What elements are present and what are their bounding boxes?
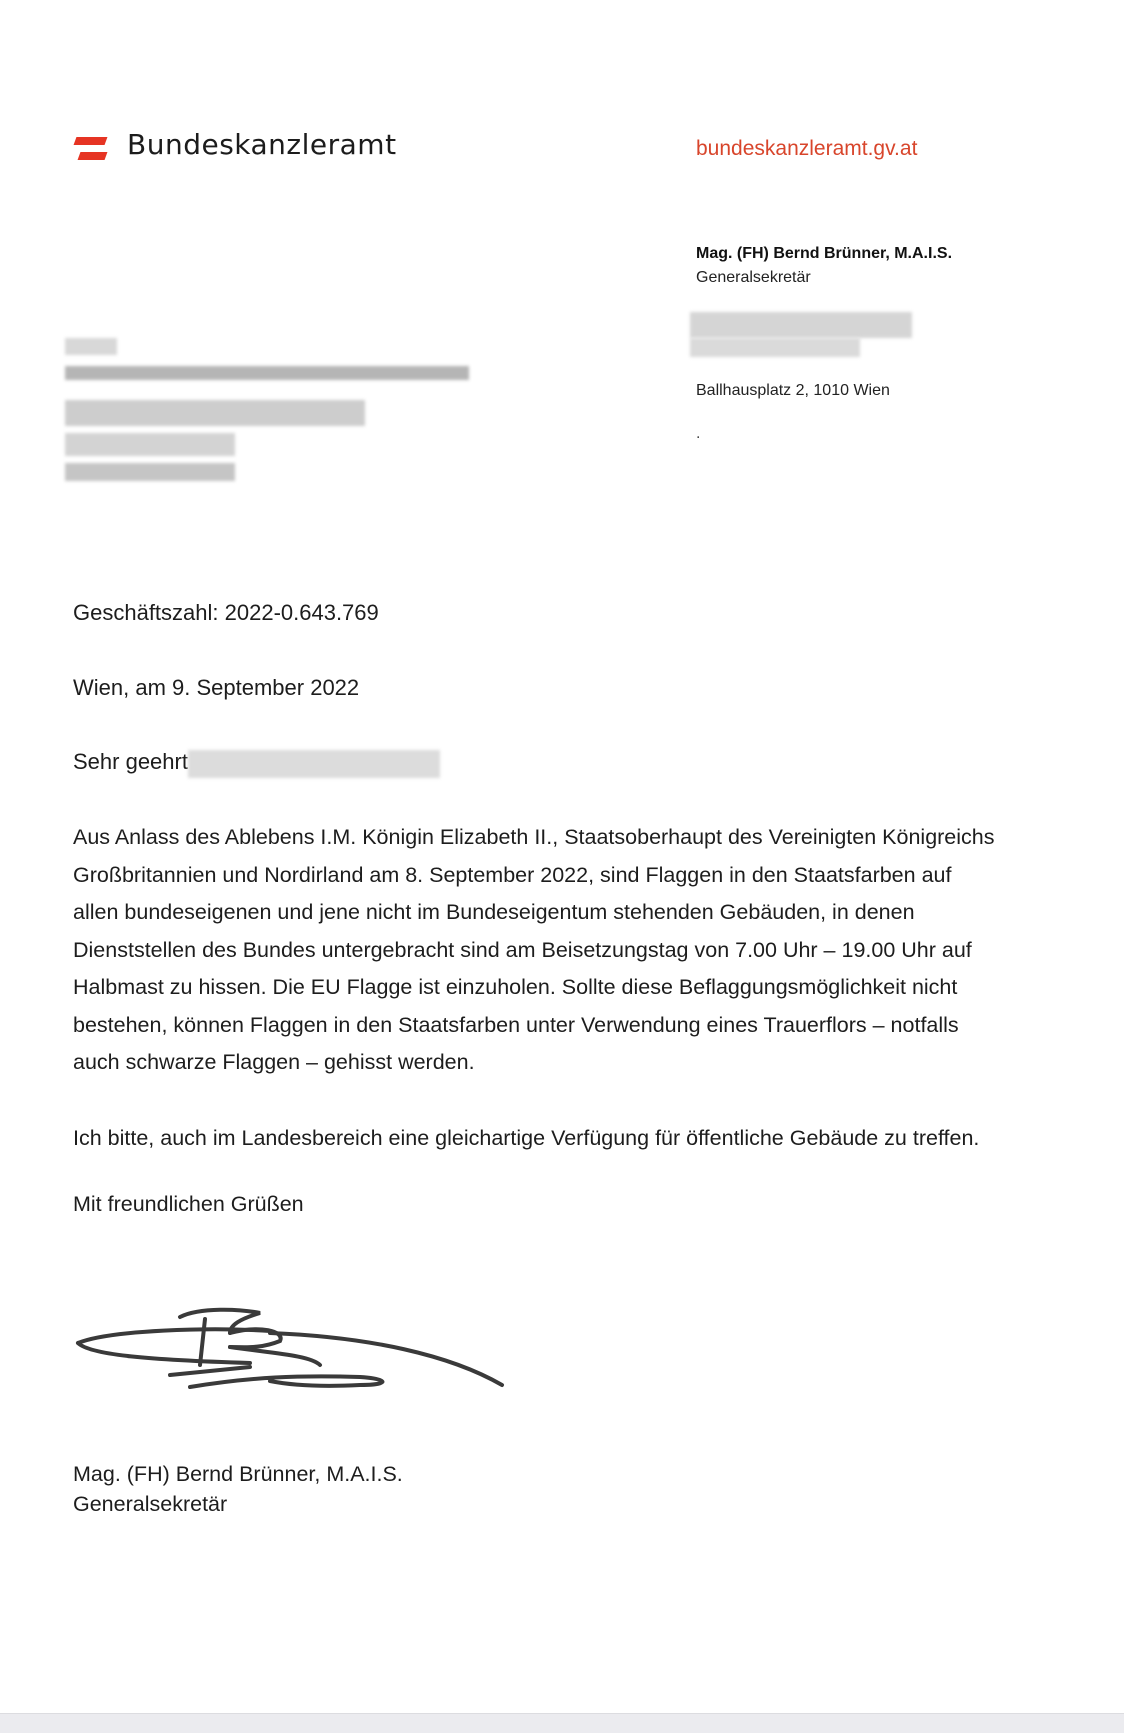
reference-number: Geschäftszahl: 2022-0.643.769 (73, 600, 379, 625)
austria-flag-icon (73, 131, 107, 159)
sender-address: Ballhausplatz 2, 1010 Wien (696, 382, 890, 399)
redacted-salutation-name (188, 750, 440, 778)
bottom-toolbar-edge (0, 1713, 1124, 1733)
letter-body-paragraph (73, 819, 1073, 1082)
body-line: Aus Anlass des Ablebens I.M. Königin Elizabeth II., Staatsoberhaupt des Vereinigten Königreichs (73, 825, 995, 849)
salutation-text: Sehr geehrt (73, 749, 188, 774)
signatory-title: Generalsekretär (73, 1492, 228, 1516)
body-line: allen bundeseigenen und jene nicht im Bundeseigentum stehenden Gebäuden, in denen (73, 900, 915, 924)
website-link[interactable]: bundeskanzleramt.gv.at (696, 137, 918, 160)
sender-name: Mag. (FH) Bernd Brünner, M.A.I.S. (696, 245, 953, 262)
redacted-recipient-address (65, 338, 469, 483)
logo-text: Bundeskanzleramt (127, 128, 397, 161)
sender-title: Generalsekretär (696, 269, 811, 286)
redacted-sender-contact (690, 312, 912, 357)
body-line: auch schwarze Flaggen – gehisst werden. (73, 1050, 475, 1074)
signature-image (70, 1305, 510, 1395)
signatory-name: Mag. (FH) Bernd Brünner, M.A.I.S. (73, 1462, 403, 1486)
closing: Mit freundlichen Grüßen (73, 1192, 304, 1216)
body-line: Dienststellen des Bundes untergebracht sind am Beisetzungstag von 7.00 Uhr – 19.00 Uhr auf (73, 937, 972, 962)
sender-dot: . (696, 425, 701, 442)
bundeskanzleramt-logo (73, 128, 397, 161)
body-line: bestehen, können Flaggen in den Staatsfarben unter Verwendung eines Trauerflors – notfalls (73, 1012, 959, 1037)
body-line: Halbmast zu hissen. Die EU Flagge ist einzuholen. Sollte diese Beflaggungsmöglichkeit nicht (73, 975, 958, 999)
body-line: Großbritannien und Nordirland am 8. September 2022, sind Flaggen in den Staatsfarben auf (73, 862, 952, 887)
letter-date: Wien, am 9. September 2022 (73, 675, 360, 700)
request-paragraph: Ich bitte, auch im Landesbereich eine gleichartige Verfügung für öffentliche Gebäude zu treffen. (73, 1126, 980, 1150)
salutation (73, 749, 188, 775)
